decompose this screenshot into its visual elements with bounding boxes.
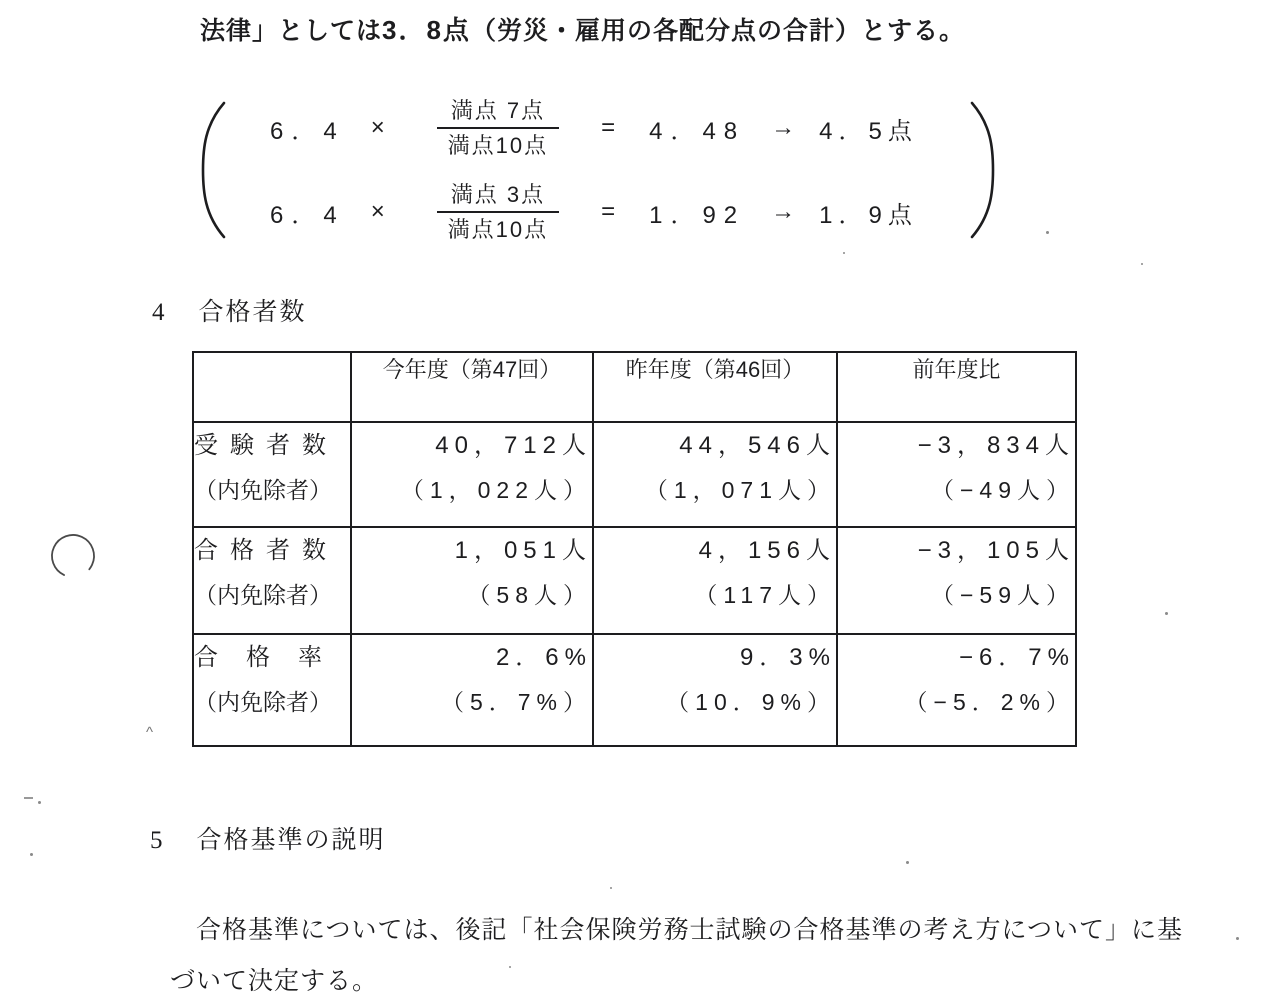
fraction-numerator: 満点 7点 — [450, 98, 546, 123]
scan-speck — [610, 887, 612, 889]
value-cell — [351, 634, 593, 746]
row-label-note: （内免除者） — [194, 582, 332, 608]
formula-row-1 — [246, 96, 950, 160]
value-main: 9．3% — [739, 644, 836, 671]
value-main: 2．6% — [495, 644, 592, 671]
value-cell — [593, 634, 837, 746]
value-cell — [837, 634, 1076, 746]
value-main: 4，156人 — [698, 537, 836, 564]
fraction-numerator: 満点 3点 — [450, 182, 546, 207]
paragraph-line-1: 合格基準については、後記「社会保険労務士試験の合格基準の考え方について」に基 — [196, 917, 1184, 944]
pass-results-table — [192, 351, 1077, 747]
section-5-heading — [150, 820, 386, 856]
value-cell — [351, 527, 593, 634]
caret-mark: ^ — [146, 724, 154, 741]
value-cell — [351, 422, 593, 527]
value-cell — [837, 422, 1076, 527]
left-bracket-icon — [198, 100, 228, 240]
value-paren: （5．7%） — [440, 689, 592, 715]
scan-speck — [1046, 231, 1049, 234]
right-bracket-icon — [968, 100, 998, 240]
value-paren: （10．9%） — [666, 689, 836, 715]
criteria-paragraph — [170, 905, 1184, 1007]
row-label-note: （内免除者） — [194, 477, 332, 503]
arrow-icon: → — [771, 114, 796, 141]
formula-rows — [228, 96, 968, 244]
equals-sign: = — [601, 114, 616, 141]
scan-speck — [906, 861, 909, 864]
multiply-icon: × — [370, 198, 385, 225]
value-cell — [837, 527, 1076, 634]
row-label-text: 合格者数 — [194, 537, 338, 564]
equals-sign: = — [601, 198, 616, 225]
value-paren: （−49人） — [930, 477, 1075, 503]
formula-block — [198, 96, 998, 244]
header-current-year: 今年度（第47回） — [351, 352, 593, 422]
value-main: −6．7% — [958, 644, 1075, 671]
value-paren: （−5．2%） — [904, 689, 1075, 715]
value-paren: （58人） — [467, 582, 592, 608]
scan-speck — [38, 801, 41, 804]
paragraph-line-2: づいて決定する。 — [170, 968, 379, 995]
corner-cell — [193, 352, 351, 422]
rounded-value: 4．5点 — [819, 117, 918, 145]
multiplicand: 6．4 — [270, 117, 345, 145]
value-main: 44，546人 — [679, 432, 836, 459]
intro-prefix: 法律」としては — [200, 17, 383, 45]
intro-suffix: （労災・雇用の各配分点の合計）とする。 — [470, 17, 965, 45]
value-cell — [593, 422, 837, 527]
scan-speck — [1236, 937, 1239, 940]
arrow-icon: → — [771, 198, 796, 225]
scan-speck — [509, 966, 511, 968]
fraction-denominator: 満点10点 — [437, 211, 559, 243]
row-label — [193, 634, 351, 746]
table-header-row — [193, 352, 1076, 422]
scan-speck — [1165, 612, 1168, 615]
value-main: 40，712人 — [435, 432, 592, 459]
row-label-text: 合格率 — [194, 644, 350, 671]
row-label-note: （内免除者） — [194, 689, 332, 715]
value-paren: （−59人） — [930, 582, 1075, 608]
value-main: −3，834人 — [917, 432, 1075, 459]
formula-row-2 — [246, 180, 950, 244]
handwritten-circle-mark — [48, 531, 98, 581]
fraction-denominator: 満点10点 — [437, 127, 559, 159]
table-row-examinees — [193, 422, 1076, 527]
value-paren: （1，022人） — [400, 477, 592, 503]
fraction — [437, 181, 559, 243]
header-previous-year: 昨年度（第46回） — [593, 352, 837, 422]
score-value: 3．8点 — [382, 15, 471, 45]
scan-speck — [843, 252, 845, 254]
result-value: 4．48 — [649, 117, 746, 145]
value-paren: （1，071人） — [644, 477, 836, 503]
multiplicand: 6．4 — [270, 201, 345, 229]
scan-speck — [24, 797, 33, 799]
row-label — [193, 527, 351, 634]
scan-speck — [30, 853, 33, 856]
scan-speck — [1141, 263, 1143, 265]
section-number: 5 — [150, 827, 165, 854]
rounded-value: 1．9点 — [819, 201, 918, 229]
row-label-text: 受験者数 — [194, 432, 338, 459]
header-yoy-difference: 前年度比 — [837, 352, 1076, 422]
value-cell — [593, 527, 837, 634]
multiply-icon: × — [370, 114, 385, 141]
value-paren: （117人） — [694, 582, 836, 608]
result-value: 1．92 — [649, 201, 746, 229]
fraction — [437, 97, 559, 159]
value-main: −3，105人 — [917, 537, 1075, 564]
value-main: 1，051人 — [454, 537, 592, 564]
section-title: 合格基準の説明 — [196, 827, 386, 854]
intro-sentence — [200, 10, 965, 47]
table-row-passers — [193, 527, 1076, 634]
section-number: 4 — [152, 299, 167, 326]
table-row-pass-rate — [193, 634, 1076, 746]
section-4-heading — [152, 292, 307, 328]
section-title: 合格者数 — [198, 299, 307, 326]
row-label — [193, 422, 351, 527]
